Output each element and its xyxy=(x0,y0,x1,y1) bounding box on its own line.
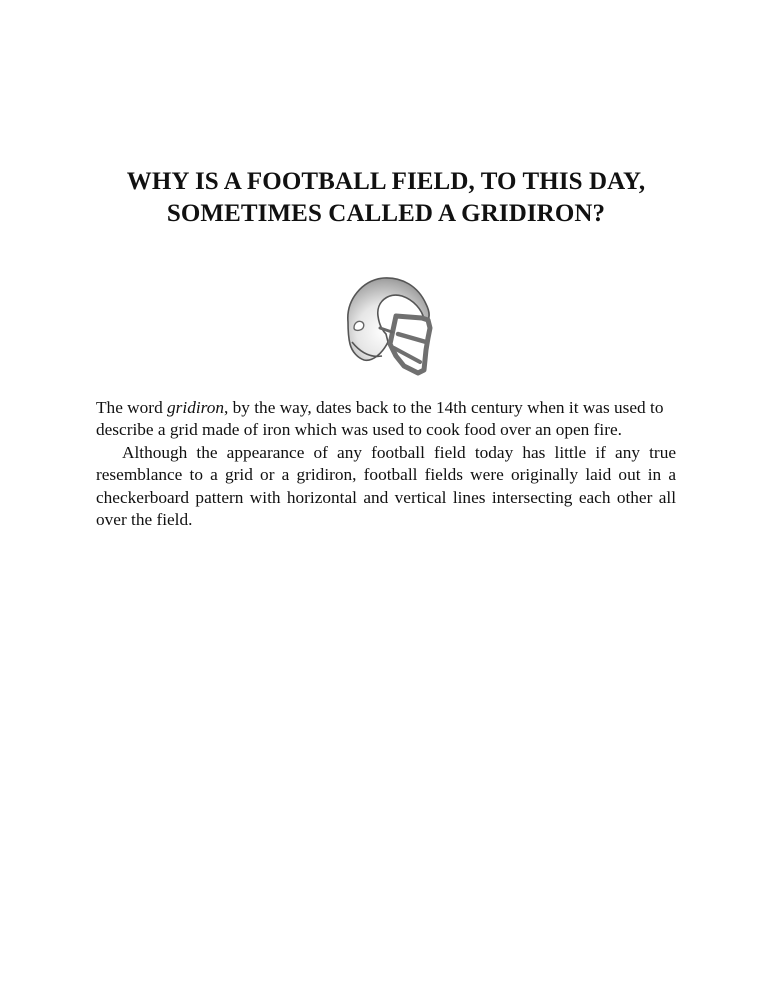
title-line-1: WHY IS A FOOTBALL FIELD, TO THIS DAY, xyxy=(126,168,646,195)
title-line-2: SOMETIMES CALLED A GRIDIRON? xyxy=(166,200,606,227)
paragraph-1-rest: , by the way, dates back to the 14th century when it was used to describe a grid made of iron which was used to cook food over an open fire. xyxy=(96,398,664,440)
term-gridiron: gridiron xyxy=(167,398,225,417)
page-title xyxy=(60,166,712,230)
paragraph-1-lead: The word xyxy=(96,398,168,417)
body-text xyxy=(96,397,676,531)
paragraph-2: Although the appearance of any football field today has little if any true resemblance to a grid or a gridiron, football fields were originally laid out in a checkerboard pattern with horizontal and vertical lines intersecting each other all over the field. xyxy=(96,442,676,530)
football-helmet-icon xyxy=(338,272,434,380)
paragraph-1 xyxy=(96,397,676,442)
